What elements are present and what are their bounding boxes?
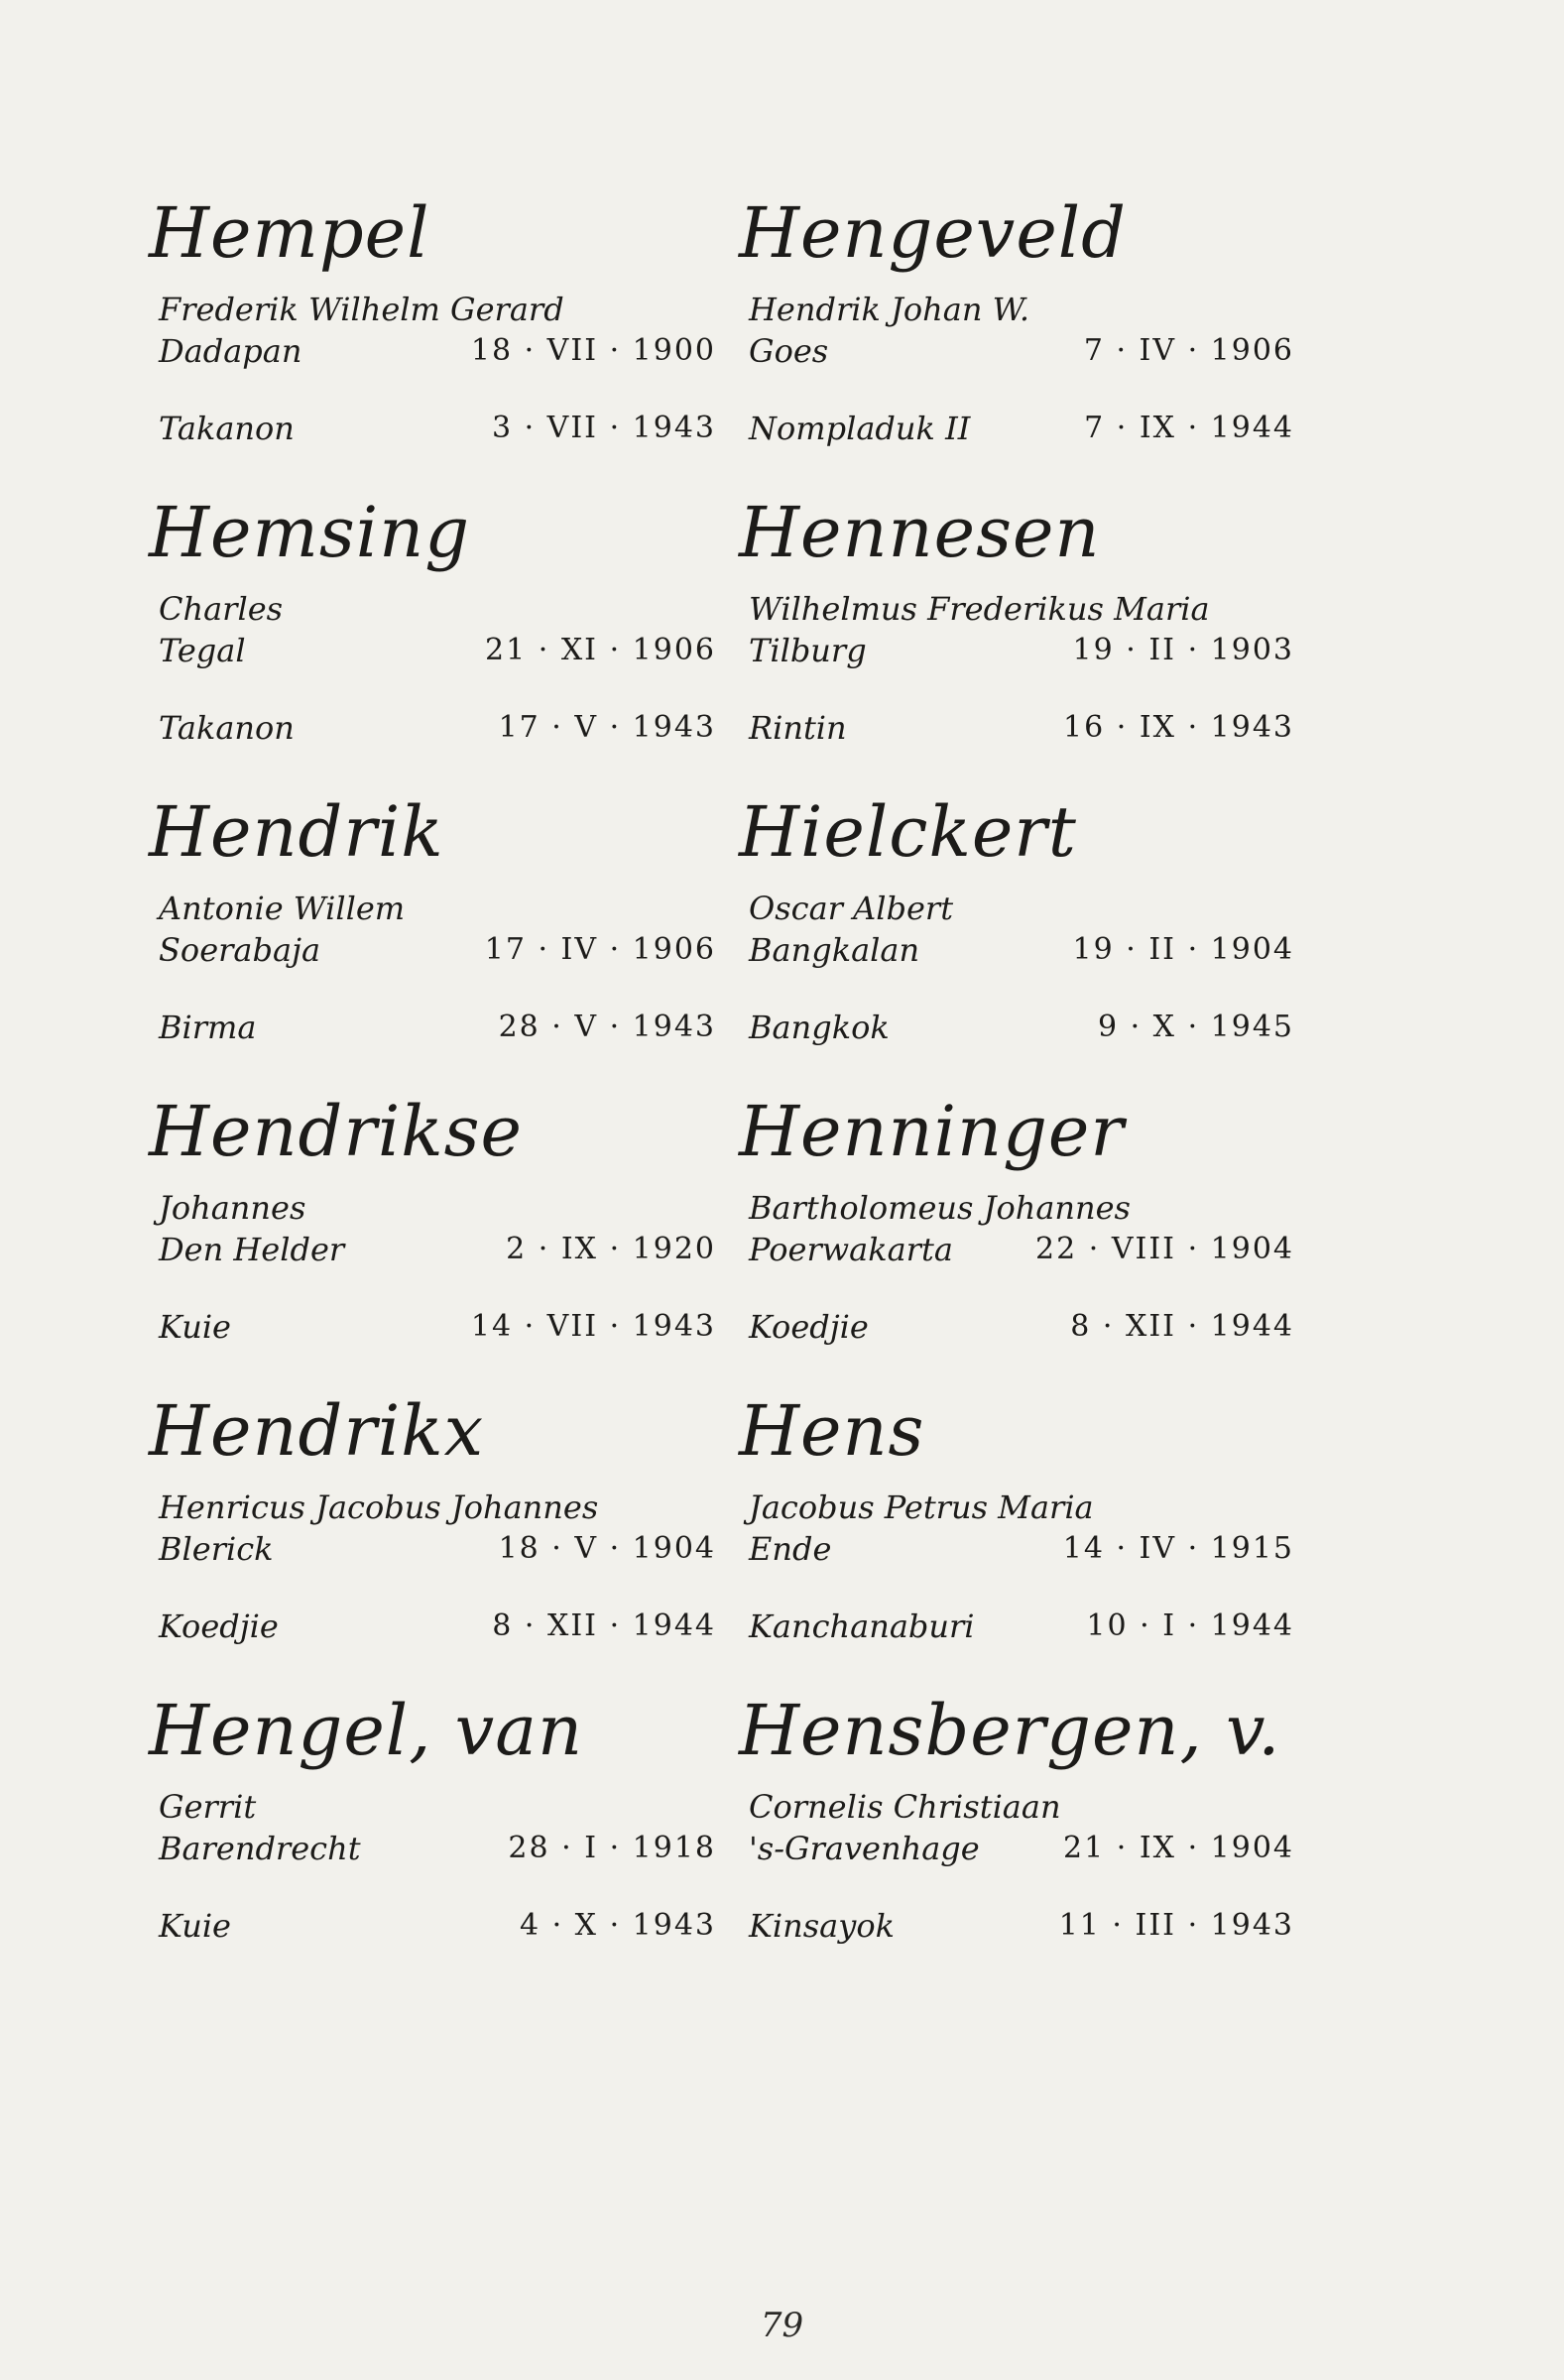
death-date: 3 · VII · 1943: [491, 411, 716, 445]
death-line: [739, 1007, 1294, 1048]
left-column: [149, 193, 724, 1990]
death-line: [149, 408, 724, 449]
given-names: Henricus Jacobus Johannes: [159, 1488, 599, 1526]
birth-place: Tilburg: [749, 632, 867, 669]
birth-date: 18 · V · 1904: [498, 1531, 716, 1566]
birth-line: [739, 1528, 1294, 1570]
birth-line: [739, 929, 1294, 971]
death-line: [149, 1606, 724, 1647]
birth-date: 17 · IV · 1906: [484, 932, 716, 967]
death-date: 9 · X · 1945: [1097, 1010, 1294, 1044]
death-line: [739, 408, 1294, 449]
entry: [149, 792, 724, 1092]
death-place: Birma: [159, 1009, 257, 1046]
surname: Hemsing: [149, 492, 471, 573]
birth-date: 7 · IV · 1906: [1083, 333, 1294, 368]
birth-line: [149, 1828, 724, 1869]
death-place: Takanon: [159, 709, 295, 747]
death-date: 10 · I · 1944: [1086, 1608, 1294, 1643]
death-date: 7 · IX · 1944: [1084, 411, 1294, 445]
entry: [149, 1691, 724, 1990]
birth-place: Den Helder: [159, 1231, 345, 1268]
given-names: Jacobus Petrus Maria: [749, 1488, 1094, 1526]
birth-date: 2 · IX · 1920: [506, 1232, 716, 1266]
death-place: Bangkok: [749, 1009, 890, 1046]
given-names: Antonie Willem: [159, 890, 406, 927]
birth-place: Dadapan: [159, 332, 302, 370]
birth-place: 's-Gravenhage: [749, 1830, 980, 1867]
given-names: Cornelis Christiaan: [749, 1788, 1061, 1826]
death-place: Nompladuk II: [749, 410, 971, 447]
birth-date: 19 · II · 1903: [1072, 633, 1294, 667]
death-date: 17 · V · 1943: [498, 710, 716, 745]
birth-line: [149, 630, 724, 671]
death-date: 4 · X · 1943: [519, 1908, 716, 1943]
entry: [739, 1092, 1294, 1391]
birth-date: 18 · VII · 1900: [470, 333, 716, 368]
birth-line: [739, 1229, 1294, 1270]
death-line: [149, 1306, 724, 1348]
entry: [149, 193, 724, 493]
death-place: Kinsayok: [749, 1907, 895, 1945]
given-names: Gerrit: [159, 1788, 257, 1826]
given-names: Wilhelmus Frederikus Maria: [749, 590, 1210, 628]
death-line: [739, 1606, 1294, 1647]
given-names: Charles: [159, 590, 284, 628]
birth-place: Soerabaja: [159, 931, 321, 969]
death-line: [149, 1007, 724, 1048]
birth-date: 21 · XI · 1906: [485, 633, 716, 667]
birth-date: 19 · II · 1904: [1072, 932, 1294, 967]
death-place: Takanon: [159, 410, 295, 447]
surname: Hendrikse: [149, 1091, 523, 1172]
surname: Hengel, van: [149, 1690, 584, 1771]
birth-place: Bangkalan: [749, 931, 920, 969]
page-number: 79: [760, 2306, 804, 2345]
surname: Hengeveld: [739, 192, 1127, 274]
death-place: Koedjie: [749, 1308, 869, 1346]
death-date: 28 · V · 1943: [498, 1010, 716, 1044]
birth-place: Tegal: [159, 632, 246, 669]
death-place: Kuie: [159, 1907, 231, 1945]
birth-date: 14 · IV · 1915: [1062, 1531, 1294, 1566]
death-date: 8 · XII · 1944: [492, 1608, 716, 1643]
birth-line: [149, 1229, 724, 1270]
entry: [149, 493, 724, 792]
surname: Hendrik: [149, 791, 444, 873]
surname: Hensbergen, v.: [739, 1690, 1281, 1771]
given-names: Johannes: [159, 1189, 306, 1227]
birth-line: [149, 929, 724, 971]
death-date: 16 · IX · 1943: [1063, 710, 1294, 745]
birth-place: Poerwakarta: [749, 1231, 953, 1268]
death-line: [739, 1306, 1294, 1348]
death-place: Rintin: [749, 709, 847, 747]
death-line: [739, 707, 1294, 749]
surname: Hendrikx: [149, 1390, 485, 1472]
birth-place: Barendrecht: [159, 1830, 361, 1867]
death-date: 11 · III · 1943: [1058, 1908, 1294, 1943]
birth-line: [739, 330, 1294, 372]
given-names: Frederik Wilhelm Gerard: [159, 291, 564, 328]
birth-line: [739, 630, 1294, 671]
surname: Henninger: [739, 1091, 1125, 1172]
given-names: Oscar Albert: [749, 890, 954, 927]
death-place: Kanchanaburi: [749, 1607, 975, 1645]
entry: [739, 493, 1294, 792]
death-line: [739, 1905, 1294, 1947]
entry: [739, 792, 1294, 1092]
birth-line: [149, 330, 724, 372]
entry: [149, 1391, 724, 1691]
birth-line: [149, 1528, 724, 1570]
birth-place: Goes: [749, 332, 829, 370]
right-column: [739, 193, 1294, 1990]
death-place: Koedjie: [159, 1607, 279, 1645]
surname: Hempel: [149, 192, 430, 274]
birth-place: Blerick: [159, 1530, 274, 1568]
birth-date: 28 · I · 1918: [508, 1831, 716, 1865]
death-date: 14 · VII · 1943: [470, 1309, 716, 1344]
birth-place: Ende: [749, 1530, 832, 1568]
entry: [739, 1691, 1294, 1990]
surname: Hens: [739, 1390, 925, 1472]
birth-line: [739, 1828, 1294, 1869]
given-names: Bartholomeus Johannes: [749, 1189, 1131, 1227]
death-date: 8 · XII · 1944: [1070, 1309, 1294, 1344]
death-line: [149, 1905, 724, 1947]
birth-date: 21 · IX · 1904: [1063, 1831, 1294, 1865]
entry: [149, 1092, 724, 1391]
surname: Hielckert: [739, 791, 1077, 873]
death-place: Kuie: [159, 1308, 231, 1346]
entry: [739, 193, 1294, 493]
birth-date: 22 · VIII · 1904: [1035, 1232, 1294, 1266]
given-names: Hendrik Johan W.: [749, 291, 1030, 328]
surname: Hennesen: [739, 492, 1101, 573]
death-line: [149, 707, 724, 749]
entry: [739, 1391, 1294, 1691]
